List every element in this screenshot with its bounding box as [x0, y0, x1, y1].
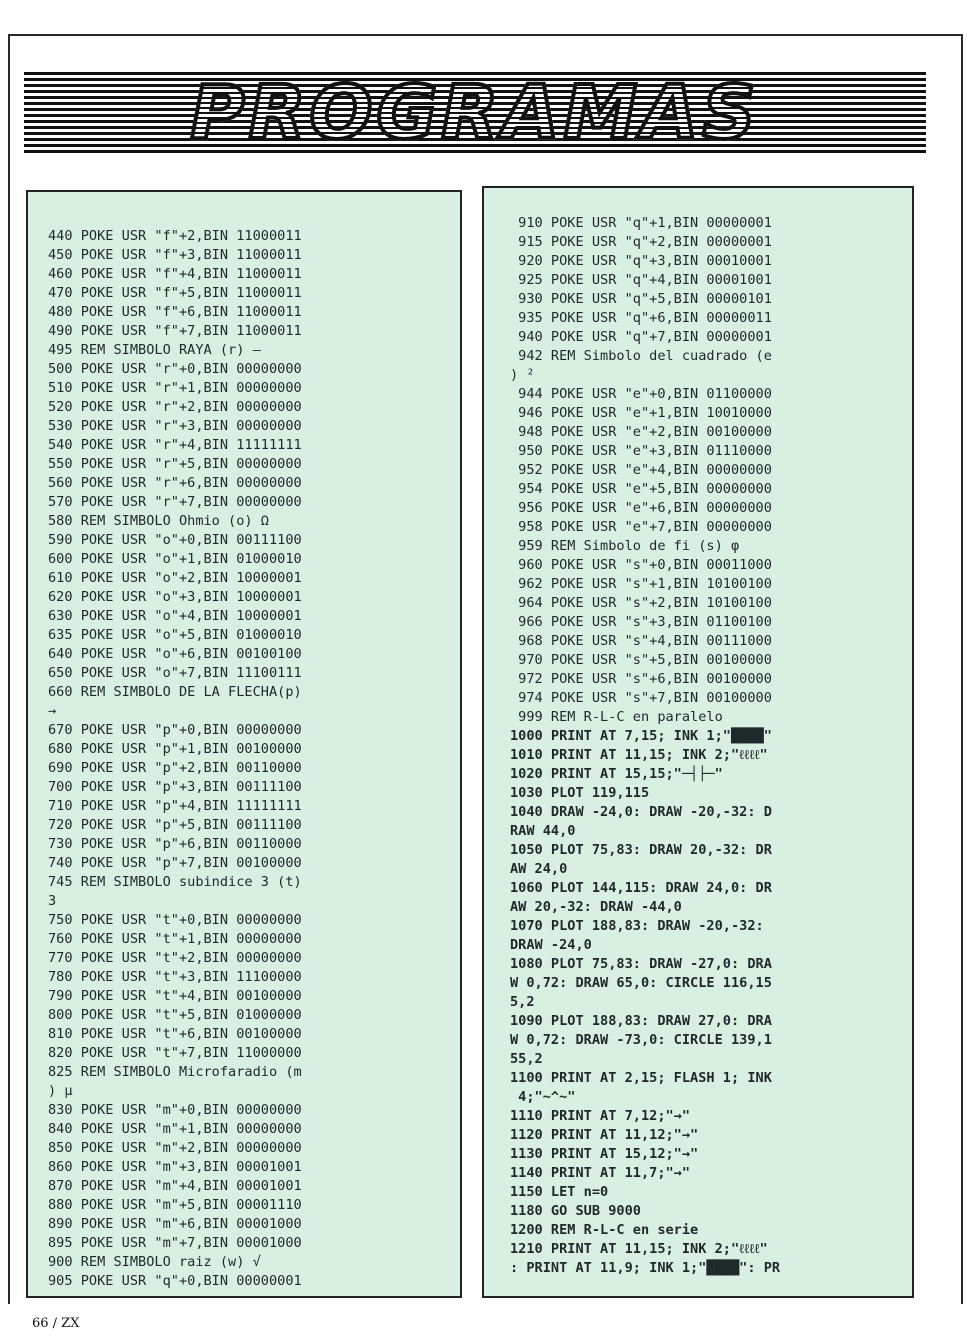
code-line: 510 POKE USR "r"+1,BIN 00000000 — [48, 380, 302, 396]
code-line: 944 POKE USR "e"+0,BIN 01100000 — [510, 386, 772, 402]
code-line: 900 REM SIMBOLO raiz (w) √ — [48, 1254, 261, 1270]
code-line: 450 POKE USR "f"+3,BIN 11000011 — [48, 247, 302, 263]
code-line: 770 POKE USR "t"+2,BIN 00000000 — [48, 950, 302, 966]
code-line: 670 POKE USR "p"+0,BIN 00000000 — [48, 722, 302, 738]
code-line: 1000 PRINT AT 7,15; INK 1;"████" — [510, 728, 772, 744]
code-line: 1030 PLOT 119,115 — [510, 785, 650, 801]
code-line: 460 POKE USR "f"+4,BIN 11000011 — [48, 266, 302, 282]
code-line: 964 POKE USR "s"+2,BIN 10100100 — [510, 595, 772, 611]
code-line: 790 POKE USR "t"+4,BIN 00100000 — [48, 988, 302, 1004]
code-line: 590 POKE USR "o"+0,BIN 00111100 — [48, 532, 302, 548]
code-line: 55,2 — [510, 1051, 543, 1067]
code-line: W 0,72: DRAW -73,0: CIRCLE 139,1 — [510, 1032, 772, 1048]
code-line: 870 POKE USR "m"+4,BIN 00001001 — [48, 1178, 302, 1194]
code-line: 1090 PLOT 188,83: DRAW 27,0: DRA — [510, 1013, 772, 1029]
code-line: 915 POKE USR "q"+2,BIN 00000001 — [510, 234, 772, 250]
code-line: 940 POKE USR "q"+7,BIN 00000001 — [510, 329, 772, 345]
code-line: 972 POKE USR "s"+6,BIN 00100000 — [510, 671, 772, 687]
code-line: 630 POKE USR "o"+4,BIN 10000001 — [48, 608, 302, 624]
code-line: 810 POKE USR "t"+6,BIN 00100000 — [48, 1026, 302, 1042]
code-line: 610 POKE USR "o"+2,BIN 10000001 — [48, 570, 302, 586]
code-line: 1150 LET n=0 — [510, 1184, 609, 1200]
code-line: 470 POKE USR "f"+5,BIN 11000011 — [48, 285, 302, 301]
code-line: 730 POKE USR "p"+6,BIN 00110000 — [48, 836, 302, 852]
code-line: 952 POKE USR "e"+4,BIN 00000000 — [510, 462, 772, 478]
code-line: 1080 PLOT 75,83: DRAW -27,0: DRA — [510, 956, 772, 972]
code-line: 1020 PRINT AT 15,15;"─┤├─" — [510, 766, 723, 782]
code-line: 800 POKE USR "t"+5,BIN 01000000 — [48, 1007, 302, 1023]
code-line: 935 POKE USR "q"+6,BIN 00000011 — [510, 310, 772, 326]
code-line: 3 — [48, 893, 57, 909]
code-line: 890 POKE USR "m"+6,BIN 00001000 — [48, 1216, 302, 1232]
code-line: 650 POKE USR "o"+7,BIN 11100111 — [48, 665, 302, 681]
code-line: W 0,72: DRAW 65,0: CIRCLE 116,15 — [510, 975, 772, 991]
code-line: 956 POKE USR "e"+6,BIN 00000000 — [510, 500, 772, 516]
code-line: RAW 44,0 — [510, 823, 576, 839]
page-frame-right — [961, 34, 963, 1304]
code-line: 560 POKE USR "r"+6,BIN 00000000 — [48, 475, 302, 491]
code-line: 942 REM Simbolo del cuadrado (e — [510, 348, 772, 364]
code-line: 540 POKE USR "r"+4,BIN 11111111 — [48, 437, 302, 453]
code-line: 830 POKE USR "m"+0,BIN 00000000 — [48, 1102, 302, 1118]
code-line: 620 POKE USR "o"+3,BIN 10000001 — [48, 589, 302, 605]
code-line: 954 POKE USR "e"+5,BIN 00000000 — [510, 481, 772, 497]
code-line: 930 POKE USR "q"+5,BIN 00000101 — [510, 291, 772, 307]
code-line: 962 POKE USR "s"+1,BIN 10100100 — [510, 576, 772, 592]
code-line: 640 POKE USR "o"+6,BIN 00100100 — [48, 646, 302, 662]
code-line: 960 POKE USR "s"+0,BIN 00011000 — [510, 557, 772, 573]
code-line: 1010 PRINT AT 11,15; INK 2;"ℓℓℓℓ" — [510, 747, 768, 763]
code-line: 780 POKE USR "t"+3,BIN 11100000 — [48, 969, 302, 985]
code-line: 920 POKE USR "q"+3,BIN 00010001 — [510, 253, 772, 269]
code-line: 1100 PRINT AT 2,15; FLASH 1; INK — [510, 1070, 772, 1086]
code-line: → — [48, 703, 57, 719]
code-line: 1140 PRINT AT 11,7;"→" — [510, 1165, 691, 1181]
code-line: 966 POKE USR "s"+3,BIN 01100100 — [510, 614, 772, 630]
code-line: 740 POKE USR "p"+7,BIN 00100000 — [48, 855, 302, 871]
code-line: 690 POKE USR "p"+2,BIN 00110000 — [48, 760, 302, 776]
code-line: 680 POKE USR "p"+1,BIN 00100000 — [48, 741, 302, 757]
code-line: 820 POKE USR "t"+7,BIN 11000000 — [48, 1045, 302, 1061]
page-frame-top — [8, 34, 963, 36]
code-line: : PRINT AT 11,9; INK 1;"████": PR — [510, 1260, 781, 1276]
code-line: 570 POKE USR "r"+7,BIN 00000000 — [48, 494, 302, 510]
code-line: 760 POKE USR "t"+1,BIN 00000000 — [48, 931, 302, 947]
code-listing-left — [48, 227, 302, 1291]
code-line: DRAW -24,0 — [510, 937, 592, 953]
code-line: 745 REM SIMBOLO subindice 3 (t) — [48, 874, 302, 890]
code-line: 1040 DRAW -24,0: DRAW -20,-32: D — [510, 804, 772, 820]
banner-title: PROGRAMAS — [190, 72, 760, 154]
code-line: 720 POKE USR "p"+5,BIN 00111100 — [48, 817, 302, 833]
code-line: 580 REM SIMBOLO Ohmio (o) Ω — [48, 513, 269, 529]
code-line: 880 POKE USR "m"+5,BIN 00001110 — [48, 1197, 302, 1213]
code-line: 1050 PLOT 75,83: DRAW 20,-32: DR — [510, 842, 772, 858]
page-number: 66 / ZX — [32, 1316, 80, 1331]
code-line: 700 POKE USR "p"+3,BIN 00111100 — [48, 779, 302, 795]
code-line: 4;"~^~" — [510, 1089, 576, 1105]
code-line: 950 POKE USR "e"+3,BIN 01110000 — [510, 443, 772, 459]
code-line: 495 REM SIMBOLO RAYA (r) — — [48, 342, 261, 358]
section-banner — [24, 72, 926, 154]
code-line: 910 POKE USR "q"+1,BIN 00000001 — [510, 215, 772, 231]
code-line: 905 POKE USR "q"+0,BIN 00000001 — [48, 1273, 302, 1289]
code-line: 958 POKE USR "e"+7,BIN 00000000 — [510, 519, 772, 535]
code-line: 968 POKE USR "s"+4,BIN 00111000 — [510, 633, 772, 649]
code-line: ) µ — [48, 1083, 73, 1099]
code-line: 1210 PRINT AT 11,15; INK 2;"ℓℓℓℓ" — [510, 1241, 768, 1257]
code-line: 974 POKE USR "s"+7,BIN 00100000 — [510, 690, 772, 706]
code-line: 440 POKE USR "f"+2,BIN 11000011 — [48, 228, 302, 244]
code-listing-right — [510, 214, 780, 1278]
code-line: 1200 REM R-L-C en serie — [510, 1222, 699, 1238]
code-line: 635 POKE USR "o"+5,BIN 01000010 — [48, 627, 302, 643]
code-line: 948 POKE USR "e"+2,BIN 00100000 — [510, 424, 772, 440]
page-frame-left — [8, 34, 10, 1304]
code-line: AW 24,0 — [510, 861, 568, 877]
code-line: 480 POKE USR "f"+6,BIN 11000011 — [48, 304, 302, 320]
code-line: 1120 PRINT AT 11,12;"→" — [510, 1127, 699, 1143]
code-line: 550 POKE USR "r"+5,BIN 00000000 — [48, 456, 302, 472]
code-line: 500 POKE USR "r"+0,BIN 00000000 — [48, 361, 302, 377]
code-line: ) ² — [510, 367, 535, 383]
code-line: 710 POKE USR "p"+4,BIN 11111111 — [48, 798, 302, 814]
code-line: 860 POKE USR "m"+3,BIN 00001001 — [48, 1159, 302, 1175]
code-line: 850 POKE USR "m"+2,BIN 00000000 — [48, 1140, 302, 1156]
code-line: 1110 PRINT AT 7,12;"→" — [510, 1108, 691, 1124]
code-line: 530 POKE USR "r"+3,BIN 00000000 — [48, 418, 302, 434]
code-line: 750 POKE USR "t"+0,BIN 00000000 — [48, 912, 302, 928]
code-line: 1070 PLOT 188,83: DRAW -20,-32: — [510, 918, 764, 934]
code-line: 895 POKE USR "m"+7,BIN 00001000 — [48, 1235, 302, 1251]
code-line: 660 REM SIMBOLO DE LA FLECHA(p) — [48, 684, 302, 700]
code-line: 825 REM SIMBOLO Microfaradio (m — [48, 1064, 302, 1080]
code-line: 1130 PRINT AT 15,12;"→" — [510, 1146, 699, 1162]
code-line: 840 POKE USR "m"+1,BIN 00000000 — [48, 1121, 302, 1137]
code-line: 490 POKE USR "f"+7,BIN 11000011 — [48, 323, 302, 339]
code-line: 1060 PLOT 144,115: DRAW 24,0: DR — [510, 880, 772, 896]
code-line: AW 20,-32: DRAW -44,0 — [510, 899, 682, 915]
code-line: 970 POKE USR "s"+5,BIN 00100000 — [510, 652, 772, 668]
code-line: 520 POKE USR "r"+2,BIN 00000000 — [48, 399, 302, 415]
code-line: 600 POKE USR "o"+1,BIN 01000010 — [48, 551, 302, 567]
code-listing-right-panel — [482, 186, 914, 1298]
code-listing-left-panel — [26, 190, 462, 1298]
code-line: 959 REM Simbolo de fi (s) φ — [510, 538, 740, 554]
code-line: 5,2 — [510, 994, 535, 1010]
code-line: 925 POKE USR "q"+4,BIN 00001001 — [510, 272, 772, 288]
code-line: 999 REM R-L-C en paralelo — [510, 709, 723, 725]
code-line: 946 POKE USR "e"+1,BIN 10010000 — [510, 405, 772, 421]
code-line: 1180 GO SUB 9000 — [510, 1203, 641, 1219]
